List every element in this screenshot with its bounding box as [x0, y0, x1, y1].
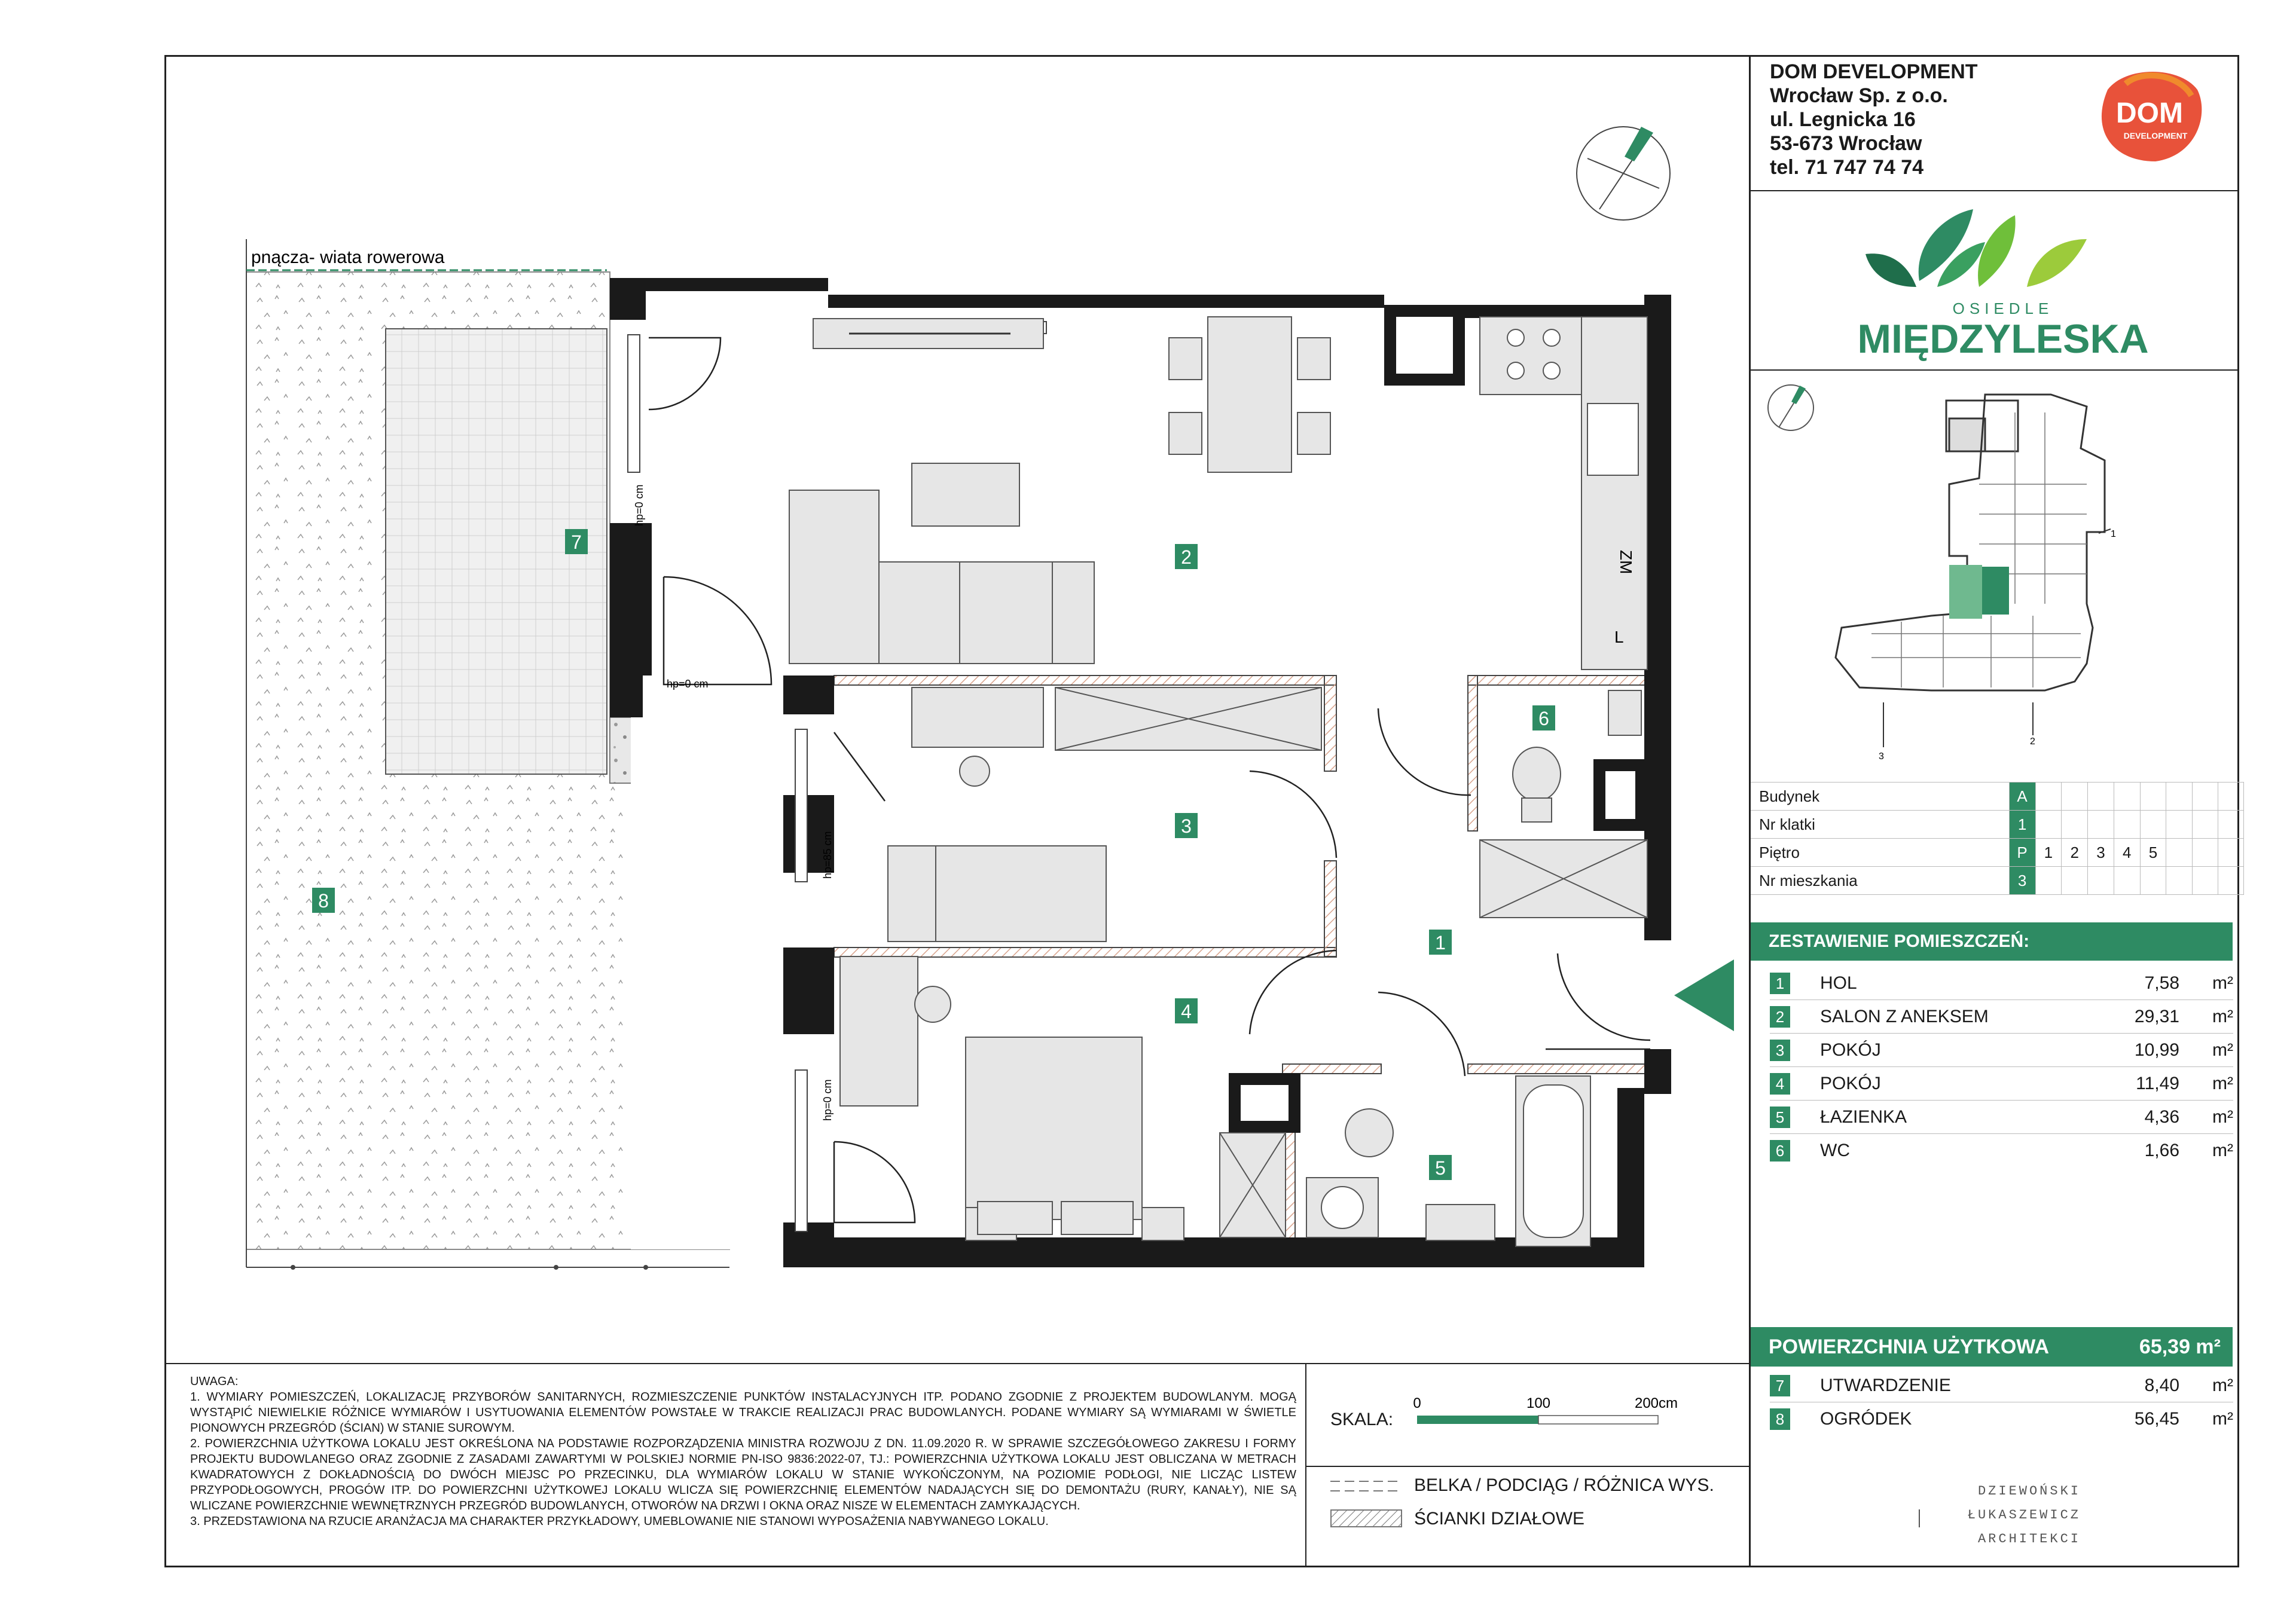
room-number: 1 — [1770, 973, 1790, 994]
height-label: hp=0 cm — [822, 1079, 833, 1121]
fridge-label: ZM — [1617, 550, 1635, 574]
info-row-building — [1751, 783, 2244, 811]
room-badge-8: 8 — [318, 890, 329, 912]
company-line2: Wrocław Sp. z o.o. — [1770, 84, 1948, 107]
info-value: A — [2009, 783, 2035, 811]
room-name: POKÓJ — [1820, 1074, 1881, 1093]
info-label: Nr klatki — [1751, 811, 2009, 839]
keyplan-divider — [1749, 369, 2239, 371]
room-unit: m² — [2212, 1141, 2233, 1160]
room-number: 5 — [1770, 1107, 1790, 1128]
room-row — [1770, 1101, 2233, 1134]
legend-beam-symbol — [1330, 1477, 1402, 1494]
info-value: 1 — [2009, 811, 2035, 839]
room-unit: m² — [2212, 1409, 2233, 1429]
keyplan-label-1: 1 — [2111, 529, 2116, 539]
rooms-header: ZESTAWIENIE POMIESZCZEŃ: — [1751, 922, 2233, 961]
room-badge-3: 3 — [1181, 815, 1192, 837]
keyplan-compass — [1768, 385, 1813, 430]
company-phone: tel. 71 747 74 74 — [1770, 156, 1924, 179]
room-area: 56,45 — [2134, 1409, 2179, 1429]
architect-name-3: ARCHITEKCI — [1977, 1532, 2081, 1546]
room-badge-4: 4 — [1181, 1001, 1192, 1022]
notes-title: UWAGA: — [190, 1375, 239, 1388]
scale-tick-200: 200cm — [1634, 1395, 1678, 1411]
room-unit: m² — [2212, 1040, 2233, 1060]
floor-option: 5 — [2140, 839, 2166, 867]
legend-walls: ŚCIANKI DZIAŁOWE — [1414, 1509, 1585, 1529]
miedzyleska-logo — [1854, 197, 2152, 365]
company-city: 53-673 Wrocław — [1770, 132, 1922, 155]
floor-option: 4 — [2114, 839, 2140, 867]
room-name: SALON Z ANEKSEM — [1820, 1007, 1989, 1026]
apartment-info-table — [1751, 782, 2244, 895]
notes-divider — [164, 1363, 1751, 1364]
note-2: 2. POWIERZCHNIA UŻYTKOWA LOKALU JEST OKREŚLONA NA PODSTAWIE ROZPORZĄDZENIA MINISTRA ROZWOJU Z DN. 11.09.2020 R. W SPRAWIE SZCZEGÓŁOWEGO ZAKRESU I FORMY PROJEKTU BUDOWLANEGO ORAZ ZGODNIE Z ZASADAMI ZAWARTYMI W POLSKIEJ NORMIE PN-ISO 9836:2022-07, TJ.: POWIERZCHNIA UŻYTKOWA LOKALU JEST OBLICZANA W METRACH KWADRATOWYCH Z DOKŁADNOŚCIĄ DO DWÓCH MIEJSC PO PRZECINKU, DLA WYMIARÓW LOKALU W STANIE WYKOŃCZONYM, NA POZIOMIE PODŁOGI, NIE LICZĄC LISTEW PRZYPODŁOGOWYCH, PROGÓW ITP. DO POWIERZCHNI UŻYTKOWEJ LOKALU WLICZA SIĘ POWIERZCHNIĘ ELEMENTÓW NADAJĄCYCH SIĘ DO DEMONTAŻU (RURY, KANAŁY), NIE SĄ WLICZANE POWIERZCHNIE WEWNĘTRZNYCH PRZEGRÓD BUDOWLANYCH, OTWORÓW NA DRZWI I OKNA ORAZ NISZE W ELEMENTACH ZAMYKAJĄCYCH. — [190, 1437, 1296, 1512]
room-badge-6: 6 — [1538, 708, 1549, 729]
company-address — [1770, 60, 1978, 179]
room-area: 1,66 — [2144, 1141, 2179, 1160]
room-name: ŁAZIENKA — [1820, 1107, 1907, 1127]
room-area: 7,58 — [2144, 973, 2179, 993]
room-number: 3 — [1770, 1040, 1790, 1061]
info-label: Piętro — [1751, 839, 2009, 867]
architect-logo — [1907, 1477, 2099, 1557]
room-unit: m² — [2212, 973, 2233, 993]
info-row-floor — [1751, 839, 2244, 867]
room-number: 4 — [1770, 1073, 1790, 1095]
keyplan-label-2: 2 — [2030, 736, 2035, 747]
room-area: 10,99 — [2134, 1040, 2179, 1060]
room-name: POKÓJ — [1820, 1040, 1881, 1060]
room-badge-7: 7 — [571, 531, 582, 553]
room-area: 11,49 — [2136, 1074, 2179, 1093]
room-name: HOL — [1820, 973, 1857, 993]
floor-option: 3 — [2088, 839, 2114, 867]
room-area: 29,31 — [2134, 1007, 2179, 1026]
room-number: 2 — [1770, 1006, 1790, 1028]
company-name: DOM DEVELOPMENT — [1770, 60, 1978, 83]
room-number: 8 — [1770, 1408, 1790, 1430]
note-1: 1. WYMIARY POMIESZCZEŃ, LOKALIZACJĘ PRZYBORÓW SANITARNYCH, ROZMIESZCZENIE PUNKTÓW INSTALACYJNYCH ITP. PODANO ZGODNIE Z PROJEKTEM BUDOWLANYM. MOGĄ WYSTĄPIĆ NIEWIELKIE RÓŻNICE WYMIARÓW I USYTUOWANIA ELEMENTÓW POWSTAŁE W TRAKCIE REALIZACJI PRAC BUDOWLANYCH. PODANE WYMIARY SĄ WYMIARAMI W ŚWIETLE PIONOWYCH PRZEGRÓD (ŚCIAN) W STANIE SUROWYM. — [190, 1390, 1296, 1435]
legend-walls-symbol — [1330, 1509, 1402, 1527]
entrance-arrow — [1674, 959, 1734, 1031]
note-3: 3. PRZEDSTAWIONA NA RZUCIE ARANŻACJA MA CHARAKTER PRZYKŁADOWY, UMEBLOWANIE NIE STANOWI WYPOSAŻENIA NABYWANEGO LOKALU. — [190, 1515, 1049, 1528]
scale-label: SKALA: — [1330, 1410, 1394, 1429]
dom-logo-subtext: DEVELOPMENT — [2123, 131, 2188, 140]
room-area: 8,40 — [2144, 1376, 2179, 1395]
keyplan-label-3: 3 — [1879, 751, 1884, 762]
floor-option: 1 — [2035, 839, 2062, 867]
room-name: WC — [1820, 1141, 1850, 1160]
scale-legend-divider — [1305, 1466, 1751, 1467]
pergola-label: pnącza- wiata rowerowa — [251, 247, 445, 267]
total-label: POWIERZCHNIA UŻYTKOWA — [1769, 1335, 2050, 1358]
room-number: 6 — [1770, 1140, 1790, 1162]
info-label: Nr mieszkania — [1751, 867, 2009, 895]
room-area: 4,36 — [2144, 1107, 2179, 1127]
scale-tick-0: 0 — [1413, 1395, 1421, 1411]
room-number: 7 — [1770, 1375, 1790, 1396]
dishwasher-label: L — [1614, 628, 1624, 646]
room-unit: m² — [2212, 1376, 2233, 1395]
info-value: P — [2009, 839, 2035, 867]
dom-development-logo — [2090, 66, 2209, 167]
scale-tick-100: 100 — [1526, 1395, 1551, 1411]
extra-row — [1770, 1402, 2233, 1436]
room-unit: m² — [2212, 1007, 2233, 1026]
room-unit: m² — [2212, 1107, 2233, 1127]
height-label: hp=0 cm — [633, 484, 645, 526]
info-row-apartment — [1751, 867, 2244, 895]
info-label: Budynek — [1751, 783, 2009, 811]
floor-option: 2 — [2062, 839, 2088, 867]
total-area-bar — [1751, 1327, 2233, 1367]
info-value: 3 — [2009, 867, 2035, 895]
room-unit: m² — [2212, 1074, 2233, 1093]
room-row — [1770, 1034, 2233, 1067]
scale-bar — [1411, 1393, 1686, 1435]
room-name: OGRÓDEK — [1820, 1409, 1912, 1429]
room-row — [1770, 1000, 2233, 1034]
height-label: hp=0 cm — [667, 678, 709, 690]
room-badge-5: 5 — [1435, 1157, 1446, 1179]
height-label: hp=85 cm — [822, 831, 833, 879]
estate-logo-big: MIĘDZYLESKA — [1857, 316, 2149, 362]
info-row-staircase — [1751, 811, 2244, 839]
room-row — [1770, 967, 2233, 1000]
scale-divider — [1305, 1363, 1306, 1567]
room-badge-1: 1 — [1435, 932, 1446, 953]
room-row — [1770, 1134, 2233, 1167]
architect-name-1: DZIEWOŃSKI — [1977, 1484, 2081, 1499]
architect-name-2: ŁUKASZEWICZ — [1967, 1508, 2081, 1523]
header-divider — [1749, 190, 2239, 191]
estate-logo-small: OSIEDLE — [1952, 299, 2054, 317]
room-row — [1770, 1067, 2233, 1101]
extra-row — [1770, 1369, 2233, 1402]
company-street: ul. Legnicka 16 — [1770, 108, 1916, 131]
keyplan-garden-highlight — [1949, 565, 1982, 619]
legend-beam: BELKA / PODCIĄG / RÓŻNICA WYS. — [1414, 1475, 1714, 1495]
notes-block — [190, 1374, 1296, 1529]
dom-logo-text: DOM — [2116, 97, 2183, 129]
room-name: UTWARDZENIE — [1820, 1376, 1951, 1395]
room-badge-2: 2 — [1181, 546, 1192, 568]
keyplan-apartment-highlight — [1982, 567, 2009, 615]
total-area: 65,39 m² — [2139, 1335, 2221, 1358]
building-keyplan — [1752, 377, 2239, 771]
